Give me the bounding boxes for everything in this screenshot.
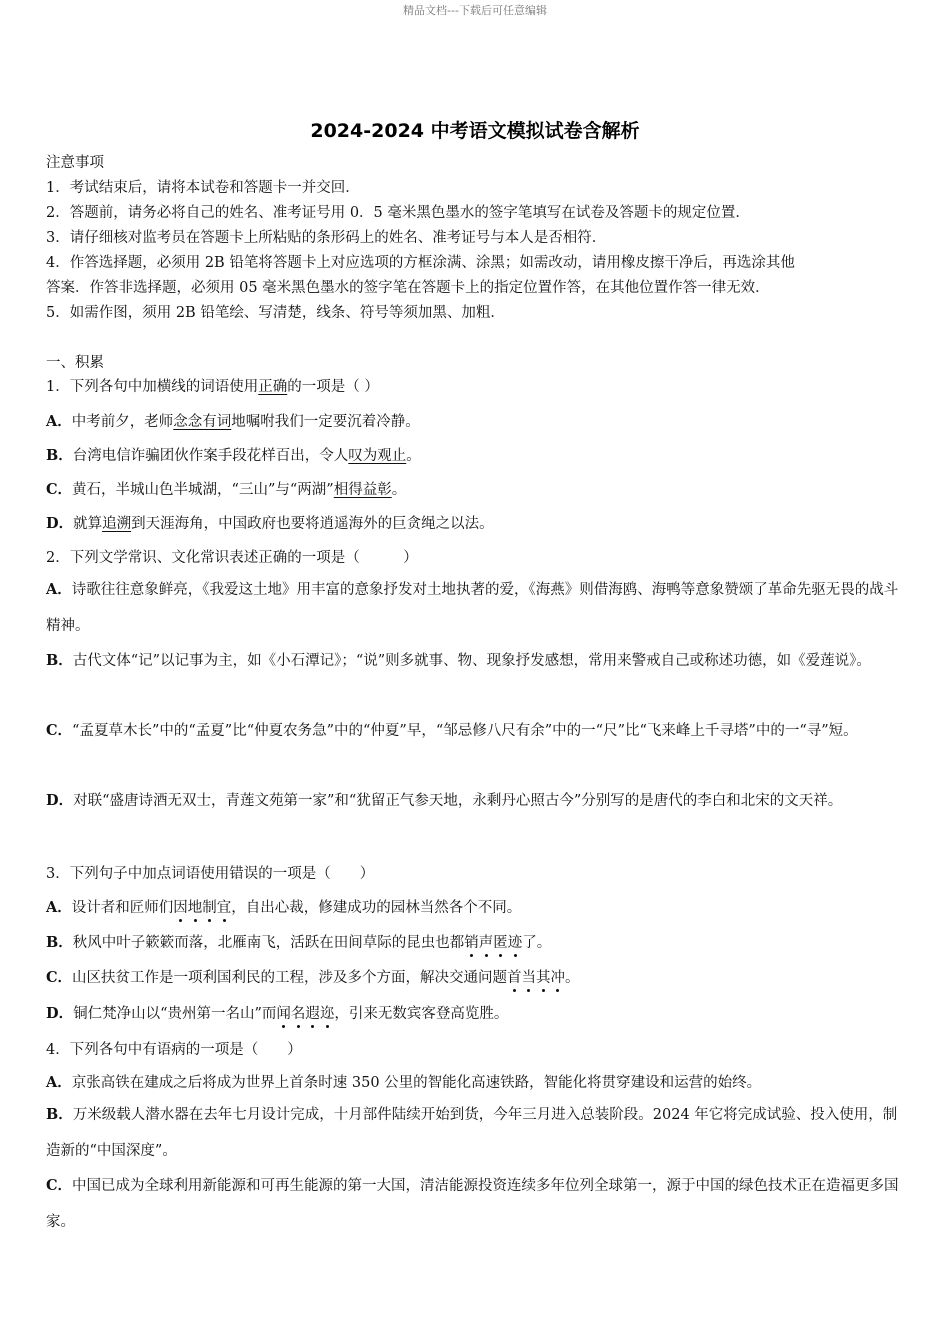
option-text: 京张高铁在建成之后将成为世界上首条时速 350 公里的智能化高速铁路，智能化将贯穿建设和运营的始终。 <box>71 1075 762 1091</box>
emphasis-dot-char: 声 <box>478 935 494 951</box>
option-letter: A． <box>46 413 72 430</box>
option-text: 山区扶贫工作是一项利国利民的工程，涉及多个方面，解决交通问题 <box>72 970 508 986</box>
question-3-option-a <box>46 896 906 917</box>
question-3-option-b <box>46 931 906 952</box>
document-header-note: 精品文档---下载后可任意编辑 <box>403 4 547 17</box>
option-letter: B． <box>46 934 73 951</box>
option-letter: C． <box>46 969 73 986</box>
option-text: 了。 <box>522 935 552 951</box>
emphasis-dot-char: 闻 <box>276 1006 291 1022</box>
question-2-option-c <box>46 713 906 749</box>
emphasis-dot-char: 名 <box>290 1006 306 1022</box>
question-4-option-b <box>46 1097 906 1169</box>
underlined-phrase: 相得益彰 <box>333 482 392 498</box>
question-3-option-c <box>46 966 906 987</box>
emphasis-dot-char: 遐 <box>305 1006 320 1022</box>
emphasis-dot-char: 首 <box>507 970 522 986</box>
option-text: 黄石，半城山色半城湖，“三山”与“两湖” <box>72 482 334 498</box>
question-1-option-b <box>46 444 906 465</box>
question-4-option-a <box>46 1071 906 1092</box>
option-text: ，自出心裁，修建成功的园林当然各个不同。 <box>231 900 522 916</box>
option-letter: D． <box>46 1005 74 1022</box>
option-letter: A． <box>46 899 72 916</box>
page-title: 2024-2024 中考语文模拟试卷含解析 <box>310 120 640 142</box>
option-letter: D． <box>46 515 74 532</box>
option-text: 万米级载人潜水器在去年七月设计完成，十月部件陆续开始到货，今年三月进入总装阶段。2024 年它将完成试验、投入使用，制造新的“中国深度”。 <box>46 1107 898 1159</box>
question-2-option-d <box>46 783 906 819</box>
emphasis-dot-char: 销 <box>464 935 479 951</box>
emphasis-dot-char: 当 <box>521 970 537 986</box>
emphasis-dot-char: 地 <box>187 900 203 916</box>
notice-section <box>46 151 906 326</box>
question-2-option-b <box>46 643 906 679</box>
emphasis-dot-char: 宜 <box>216 900 232 916</box>
notice-item: 1．考试结束后，请将本试卷和答题卡一并交回． <box>46 180 360 196</box>
option-text: 。 <box>406 448 421 464</box>
underlined-phrase: 叹为观止 <box>348 448 407 464</box>
option-text: 。 <box>565 970 580 986</box>
emphasis-dot-char: 迹 <box>507 935 523 951</box>
notice-heading: 注意事项 <box>46 155 104 171</box>
emphasis-dot-char: 匿 <box>493 935 508 951</box>
option-text: 地嘱咐我们一定要沉着冷静。 <box>231 414 420 430</box>
question-1-option-c <box>46 478 906 499</box>
question-1-option-d <box>46 512 906 533</box>
question-1-option-a <box>46 410 906 431</box>
option-text: 中国已成为全球利用新能源和可再生能源的第一大国，清洁能源投资连续多年位列全球第一，源于中国的绿色技术正在造福更多国家。 <box>46 1178 899 1230</box>
notice-item: 3．请仔细核对监考员在答题卡上所粘贴的条形码上的姓名、准考证号与本人是否相符． <box>46 230 607 246</box>
option-text: ，引来无数宾客登高览胜。 <box>334 1006 509 1022</box>
emphasis-dot-char: 迩 <box>319 1006 335 1022</box>
question-3-option-d <box>46 1002 906 1023</box>
option-text: 铜仁梵净山以“贵州第一名山”而 <box>73 1006 277 1022</box>
emphasis-dot-char: 冲 <box>550 970 566 986</box>
question-stem-text: 1．下列各句中加横线的词语使用 <box>46 379 259 395</box>
section-heading: 一、积累 <box>46 355 104 371</box>
option-letter: C． <box>46 722 73 739</box>
option-text: 。 <box>391 482 407 498</box>
question-2-stem: 2．下列文学常识、文化常识表述正确的一项是（ ） <box>46 550 418 566</box>
dotted-phrase <box>464 935 522 951</box>
emphasis-dot-char: 其 <box>536 970 551 986</box>
question-4-stem: 4．下列各句中有语病的一项是（ ） <box>46 1042 302 1058</box>
option-text: 台湾电信诈骗团伙作案手段花样百出，令人 <box>72 448 349 464</box>
underlined-keyword: 正确 <box>258 379 288 395</box>
option-letter: A． <box>46 1074 72 1091</box>
dotted-phrase <box>507 970 565 986</box>
option-letter: C． <box>46 1177 73 1194</box>
question-4-option-c <box>46 1168 906 1240</box>
question-2-option-a <box>46 572 906 644</box>
notice-item: 2．答题前，请务必将自己的姓名、准考证号用 0．5 毫米黑色墨水的签字笔填写在试卷及答题卡的规定位置． <box>46 205 750 221</box>
option-letter: B． <box>46 447 73 464</box>
option-text: 秋风中叶子簌簌而落，北雁南飞，活跃在田间草际的昆虫也都 <box>72 935 465 951</box>
option-text: 诗歌往往意象鲜亮，《我爱这土地》用丰富的意象抒发对土地执著的爱，《海燕》则借海鸥、海鸭等意象赞颂了革命先驱无畏的战斗精神。 <box>46 582 899 634</box>
question-1-stem <box>46 375 906 396</box>
notice-item: 答案．作答非选择题，必须用 05 毫米黑色墨水的签字笔在答题卡上的指定位置作答，在其他位置作答一律无效． <box>46 280 770 296</box>
notice-item: 5．如需作图，须用 2B 铅笔绘、写清楚，线条、符号等须加黑、加粗． <box>46 305 505 321</box>
option-text: 就算 <box>73 516 103 532</box>
option-letter: A． <box>46 581 72 598</box>
question-stem-text: 的一项是（ ） <box>287 379 379 395</box>
option-letter: C． <box>46 481 73 498</box>
option-letter: D． <box>46 792 74 809</box>
option-text: 对联“盛唐诗酒无双士，青莲文苑第一家”和“犹留正气参天地，永剩丹心照古今”分别写的是唐代的李白和北宋的文天祥。 <box>73 793 843 809</box>
option-letter: B． <box>46 652 73 669</box>
option-text: 古代文体“记”以记事为主，如《小石潭记》；“说”则多就事、物、现象抒发感想，常用来警戒自己或称述功德，如《爱莲说》。 <box>72 653 871 669</box>
question-3-stem: 3．下列句子中加点词语使用错误的一项是（ ） <box>46 866 375 882</box>
underlined-phrase: 追溯 <box>102 516 132 532</box>
emphasis-dot-char: 制 <box>202 900 217 916</box>
option-text: 到天涯海角，中国政府也要将逍遥海外的巨贪绳之以法。 <box>131 516 494 532</box>
dotted-phrase <box>173 900 231 916</box>
underlined-phrase: 念念有词 <box>173 414 232 430</box>
dotted-phrase <box>276 1006 334 1022</box>
option-text: 中考前夕，老师 <box>71 414 174 430</box>
option-text: 设计者和匠师们 <box>71 900 174 916</box>
notice-item: 4．作答选择题，必须用 2B 铅笔将答题卡上对应选项的方框涂满、涂黑；如需改动，请用橡皮擦干净后，再选涂其他 <box>46 255 795 271</box>
option-letter: B． <box>46 1106 73 1123</box>
option-text: “孟夏草木长”中的“孟夏”比“仲夏农务急”中的“仲夏”早，“邹忌修八尺有余”中的一“尺”比“飞来峰上千寻塔”中的一“寻”短。 <box>72 723 858 739</box>
emphasis-dot-char: 因 <box>173 900 188 916</box>
